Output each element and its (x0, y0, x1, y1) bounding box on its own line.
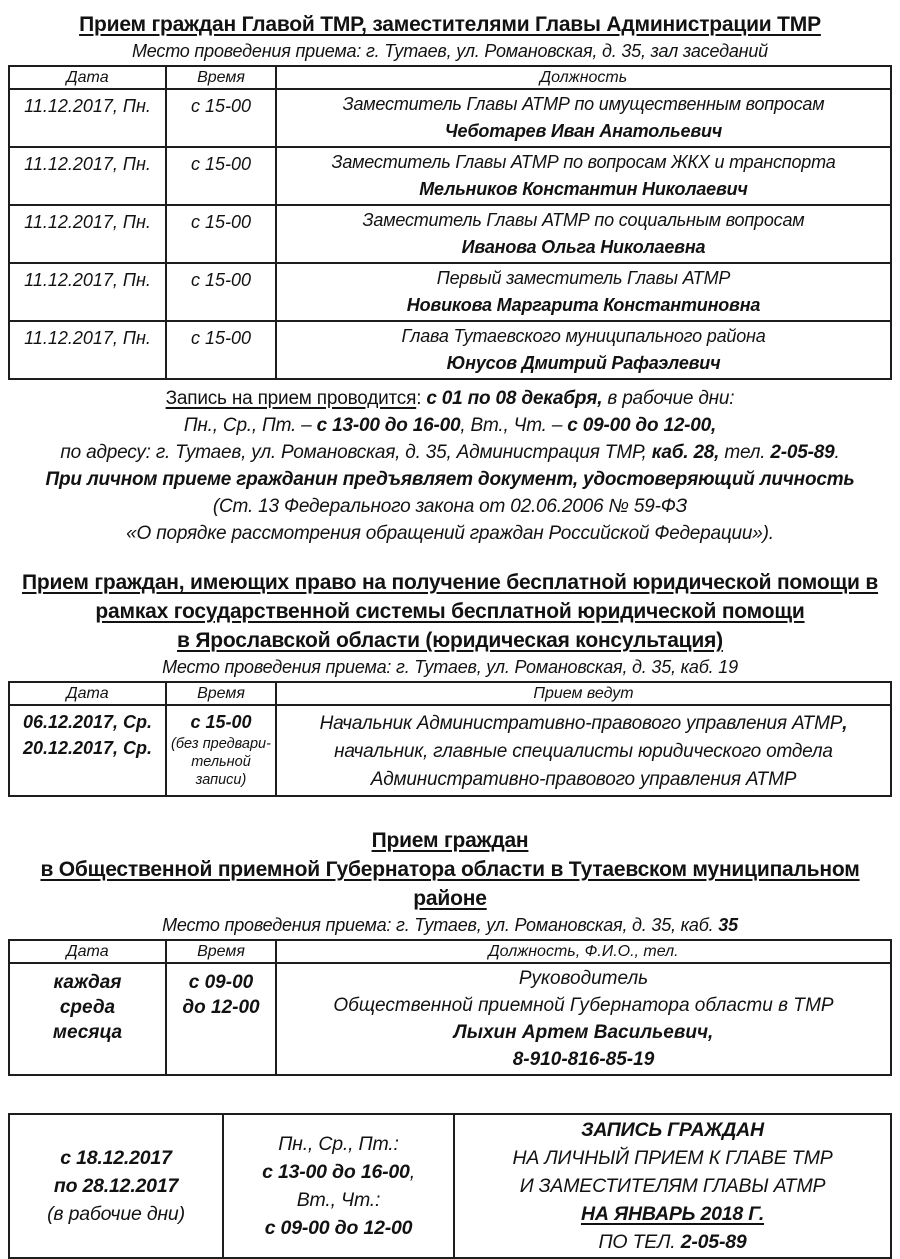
section3-title-line2: в Общественной приемной Губернатора области в Тутаевском муниципальном районе (40, 858, 860, 910)
table-row (9, 205, 891, 263)
time-cell: с 15-00 (166, 205, 276, 263)
section3-title-line1: Прием граждан (371, 829, 529, 852)
person-name: Иванова Ольга Николаевна (461, 237, 706, 257)
table-row (9, 321, 891, 379)
reception-table-legal-aid (8, 681, 892, 797)
section2-title-line2: рамках государственной системы бесплатной юридической помощи (95, 600, 805, 623)
position-line: Глава Тутаевского муниципального района (401, 326, 766, 346)
position-cell (276, 205, 891, 263)
person-name: Юнусов Дмитрий Рафаэлевич (446, 353, 721, 373)
person-name: Новикова Маргарита Константиновна (406, 295, 761, 315)
section2-title-line1: Прием граждан, имеющих право на получение бесплатной юридической помощи в (21, 571, 879, 594)
header-position: Должность (276, 66, 891, 89)
table-row (9, 705, 891, 796)
time-cell: с 15-00 (166, 263, 276, 321)
section2-subtitle: Место проведения приема: г. Тутаев, ул. Романовская, д. 35, каб. 19 (162, 657, 738, 677)
table-row (9, 89, 891, 147)
date-cell: 11.12.2017, Пн. (9, 147, 166, 205)
time-cell: с 15-00 (166, 147, 276, 205)
note-line-2: Пн., Ср., Пт. – с 13-00 до 16-00, Вт., Чт. – с 09-00 до 12-00, (183, 415, 717, 436)
date-cell: 06.12.2017, Ср. 20.12.2017, Ср. (9, 705, 166, 796)
january-signup-table (8, 1113, 892, 1259)
section3-subtitle: Место проведения приема: г. Тутаев, ул. Романовская, д. 35, каб. 35 (162, 915, 738, 935)
position-line: Первый заместитель Главы АТМР (436, 268, 731, 288)
time-cell: с 15-00 (без предвари- тельной записи) (166, 705, 276, 796)
note-line-5: (Ст. 13 Федерального закона от 02.06.2006 № 59-ФЗ (212, 496, 688, 517)
reception-table-officials (8, 65, 892, 380)
who-cell: Руководитель Общественной приемной Губернатора области в ТМР Лыхин Артем Васильевич, 8-910-816-85-19 (276, 963, 891, 1075)
section3-title (8, 826, 892, 913)
header-who: Должность, Ф.И.О., тел. (276, 940, 891, 963)
table-row (9, 1114, 891, 1258)
header-date: Дата (9, 682, 166, 705)
note-line-1: Запись на прием проводится: с 01 по 08 декабря, в рабочие дни: (165, 388, 735, 409)
date-cell: 11.12.2017, Пн. (9, 205, 166, 263)
header-time: Время (166, 66, 276, 89)
table-header-row (9, 682, 891, 705)
time-cell: с 15-00 (166, 89, 276, 147)
time-cell: с 09-00 до 12-00 (166, 963, 276, 1075)
header-date: Дата (9, 66, 166, 89)
table-row (9, 963, 891, 1075)
date-cell: 11.12.2017, Пн. (9, 321, 166, 379)
position-line: Заместитель Главы АТМР по социальным вопросам (362, 210, 805, 230)
position-cell (276, 321, 891, 379)
note-line-6: «О порядке рассмотрения обращений граждан Российской Федерации»). (126, 523, 774, 544)
hours-cell: Пн., Ср., Пт.: с 13-00 до 16-00, Вт., Чт.: с 09-00 до 12-00 (223, 1114, 454, 1258)
person-name: Чеботарев Иван Анатольевич (444, 121, 723, 141)
table-row (9, 147, 891, 205)
position-cell (276, 263, 891, 321)
header-time: Время (166, 940, 276, 963)
note-line-3: по адресу: г. Тутаев, ул. Романовская, д. 35, Администрация ТМР, каб. 28, тел. 2-05-89. (60, 442, 840, 463)
table-row (9, 263, 891, 321)
section2-title (8, 568, 892, 655)
header-date: Дата (9, 940, 166, 963)
signup-info-cell: ЗАПИСЬ ГРАЖДАН НА ЛИЧНЫЙ ПРИЕМ К ГЛАВЕ ТМР И ЗАМЕСТИТЕЛЯМ ГЛАВЫ АТМР НА ЯНВАРЬ 2018 Г. ПО ТЕЛ. 2-05-89 (454, 1114, 891, 1258)
note-line-4: При личном приеме гражданин предъявляет документ, удостоверяющий личность (45, 469, 855, 490)
period-cell: с 18.12.2017 по 28.12.2017 (в рабочие дни) (9, 1114, 223, 1258)
section1-title: Прием граждан Главой ТМР, заместителями Главы Администрации ТМР (79, 13, 821, 36)
date-cell: каждая среда месяца (9, 963, 166, 1075)
date-cell: 11.12.2017, Пн. (9, 89, 166, 147)
position-line: Заместитель Главы АТМР по вопросам ЖКХ и транспорта (331, 152, 836, 172)
date-cell: 11.12.2017, Пн. (9, 263, 166, 321)
who-cell: Начальник Административно-правового управления АТМР, начальник, главные специалисты юридического отдела Административно-правового управления АТМР (276, 705, 891, 796)
table-header-row (9, 66, 891, 89)
header-time: Время (166, 682, 276, 705)
person-name: Мельников Константин Николаевич (419, 179, 748, 199)
table-header-row (9, 940, 891, 963)
header-who: Прием ведут (276, 682, 891, 705)
section2-title-line3: в Ярославской области (юридическая консультация) (177, 629, 723, 652)
section1-subtitle: Место проведения приема: г. Тутаев, ул. Романовская, д. 35, зал заседаний (132, 41, 768, 61)
time-cell: с 15-00 (166, 321, 276, 379)
reception-table-governor (8, 939, 892, 1076)
appointment-note (8, 385, 892, 547)
position-cell (276, 147, 891, 205)
position-cell (276, 89, 891, 147)
position-line: Заместитель Главы АТМР по имущественным вопросам (342, 94, 825, 114)
